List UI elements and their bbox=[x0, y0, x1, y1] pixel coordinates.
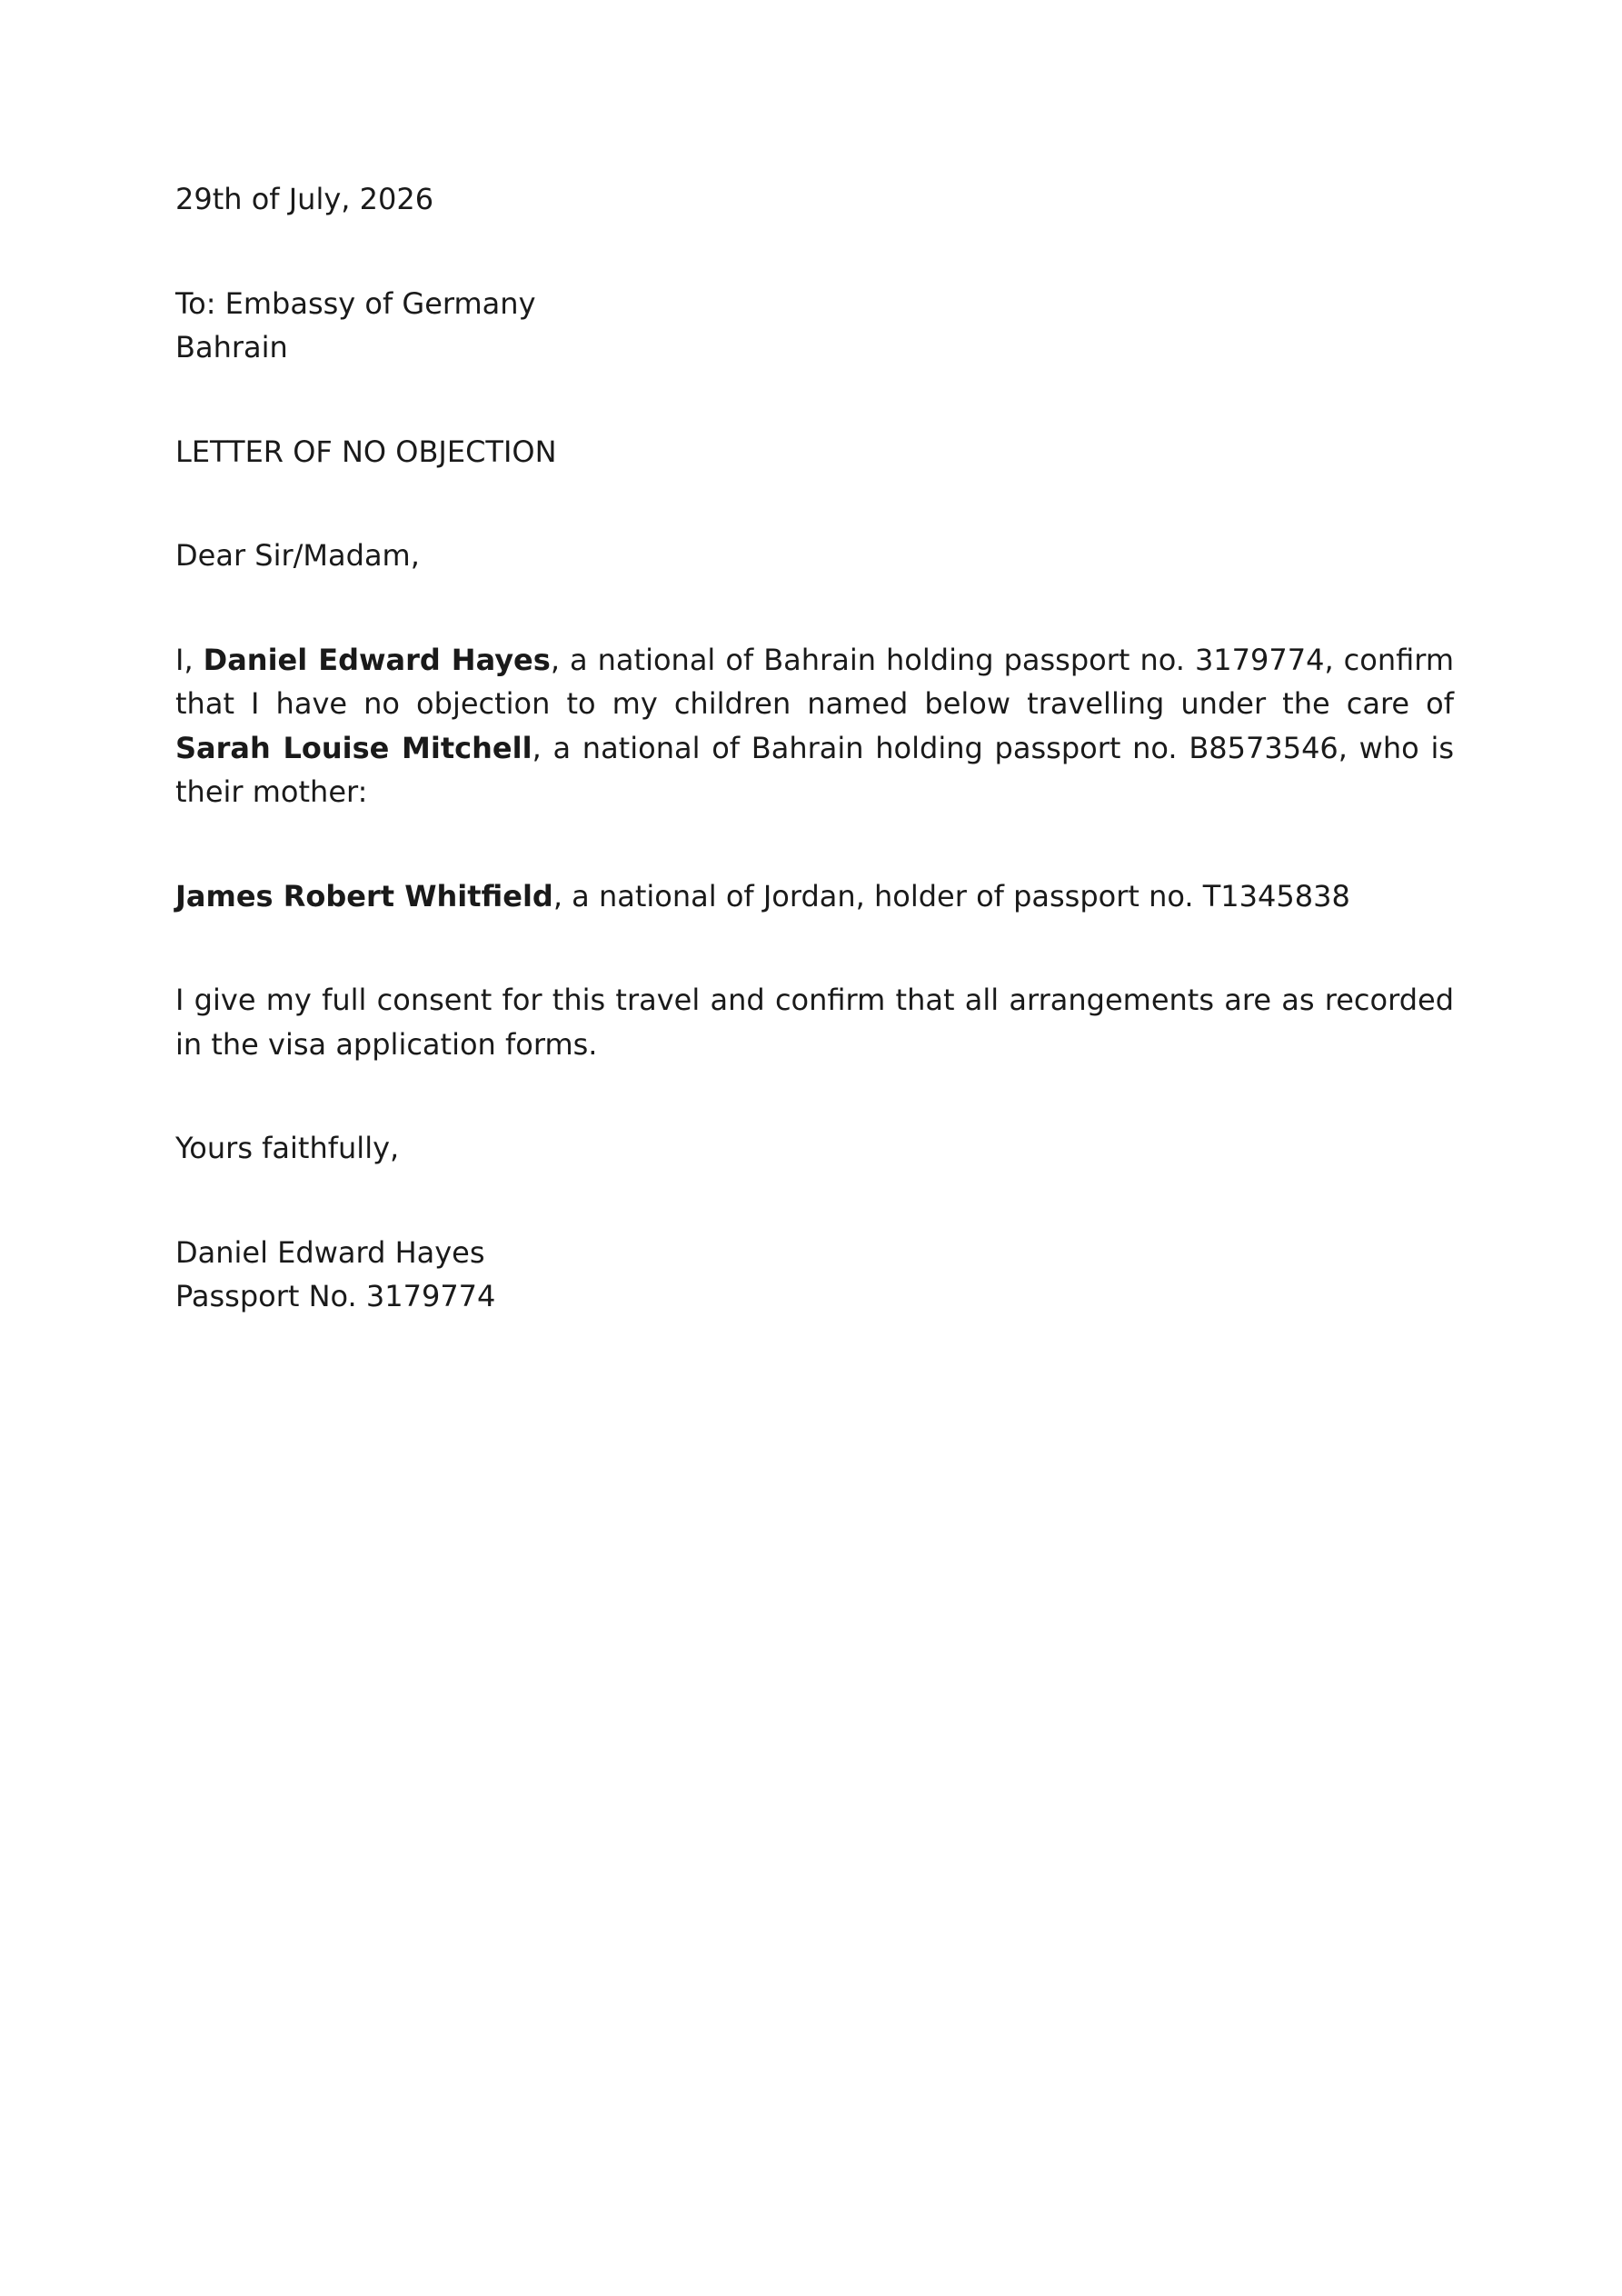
signature-block bbox=[175, 1231, 1454, 1319]
letter-subject: LETTER OF NO OBJECTION bbox=[175, 434, 557, 469]
spacer bbox=[175, 222, 1454, 282]
recipient-line-1: To: Embassy of Germany bbox=[175, 285, 536, 321]
full-consent-paragraph: I give my full consent for this travel and confirm that all arrangements are as recorded in the visa application forms. bbox=[175, 983, 1454, 1062]
consent-paragraph bbox=[175, 638, 1454, 814]
spacer bbox=[175, 370, 1454, 430]
spacer bbox=[175, 578, 1454, 638]
spacer bbox=[175, 814, 1454, 874]
child-name: James Robert Whitfield bbox=[175, 878, 553, 913]
consent-middle: , a national of Bahrain holding passport no. 3179774, confirm that I have no objection to my children named below travelling under the care of bbox=[175, 642, 1455, 721]
recipient-line-2: Bahrain bbox=[175, 330, 288, 364]
child-details: , a national of Jordan, holder of passport no. T1345838 bbox=[552, 878, 1350, 913]
letter-body bbox=[175, 177, 1454, 1319]
guardian-name: Sarah Louise Mitchell bbox=[175, 730, 532, 765]
letter-date: 29th of July, 2026 bbox=[175, 182, 434, 216]
closing: Yours faithfully, bbox=[175, 1131, 400, 1165]
spacer bbox=[175, 1171, 1454, 1231]
consent-suffix: , a national of Bahrain holding passport no. B8573546, who is their mother: bbox=[175, 730, 1455, 809]
spacer bbox=[175, 474, 1454, 534]
signatory-passport: Passport No. 3179774 bbox=[175, 1279, 496, 1313]
recipient-block bbox=[175, 282, 1454, 370]
spacer bbox=[175, 1066, 1454, 1126]
signatory-name: Daniel Edward Hayes bbox=[175, 1234, 485, 1270]
spacer bbox=[175, 918, 1454, 978]
child-entry bbox=[175, 874, 1454, 919]
salutation: Dear Sir/Madam, bbox=[175, 538, 420, 573]
parent-name: Daniel Edward Hayes bbox=[203, 642, 551, 677]
consent-prefix: I, bbox=[175, 642, 204, 677]
